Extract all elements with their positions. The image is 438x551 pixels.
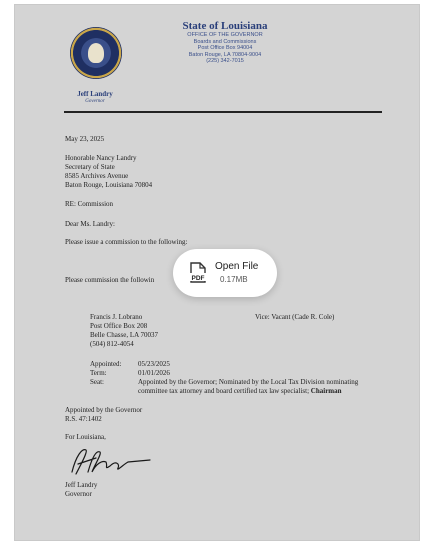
pdf-file-icon bbox=[189, 262, 207, 284]
state-seal-icon bbox=[70, 27, 122, 79]
appointee-line: (504) 812-4054 bbox=[90, 340, 134, 348]
appointee-line: Francis J. Lobrano bbox=[90, 313, 143, 321]
term-value: 01/01/2026 bbox=[138, 369, 170, 377]
seat-line bbox=[138, 387, 342, 396]
seat-line: Appointed by the Governor; Nominated by the Local Tax Division nominating bbox=[138, 378, 359, 386]
signature-icon bbox=[66, 446, 156, 476]
appointed-value: 05/23/2025 bbox=[138, 360, 170, 368]
letterhead-office-line: Baton Rouge, LA 70804-9004 bbox=[188, 51, 262, 58]
letterhead-office-line: Boards and Commissions bbox=[193, 38, 257, 45]
letterhead-office-line: (225) 342-7015 bbox=[206, 58, 244, 64]
letterhead bbox=[150, 20, 300, 65]
letterhead-office-line: OFFICE OF THE GOVERNOR bbox=[187, 32, 263, 38]
signer-line: Jeff Landry bbox=[65, 481, 98, 489]
seat-chairman: Chairman bbox=[310, 387, 342, 395]
subject-line: RE: Commission bbox=[65, 200, 114, 208]
appointed-label: Appointed: bbox=[90, 360, 122, 368]
authority-line: R.S. 47:1402 bbox=[65, 415, 102, 423]
salutation: Dear Ms. Landry: bbox=[65, 220, 115, 228]
governor-name: Jeff Landry bbox=[77, 90, 113, 98]
seat-line-text: committee tax attorney and board certified tax law specialist; bbox=[138, 387, 311, 395]
recipient-line: Honorable Nancy Landry bbox=[65, 154, 137, 162]
open-file-label: Open File bbox=[215, 261, 259, 272]
appointee-line: Belle Chasse, LA 70037 bbox=[90, 331, 159, 339]
open-file-button[interactable] bbox=[173, 249, 277, 297]
body-line: Please commission the followin bbox=[65, 276, 155, 284]
term-label: Term: bbox=[90, 369, 107, 377]
recipient-line: 8585 Archives Avenue bbox=[65, 172, 129, 180]
letterhead-office-line: Post Office Box 94004 bbox=[197, 45, 253, 51]
vice-line: Vice: Vacant (Cade R. Cole) bbox=[255, 313, 335, 321]
pdf-icon-text: PDF bbox=[191, 275, 205, 282]
governor-title: Governor bbox=[85, 99, 105, 104]
letter-date: May 23, 2025 bbox=[65, 135, 105, 143]
letterhead-divider bbox=[64, 111, 382, 113]
recipient-line: Secretary of State bbox=[65, 163, 115, 171]
body-line: Please issue a commission to the following: bbox=[65, 238, 188, 246]
signer-line: Governor bbox=[65, 490, 92, 498]
authority-line: Appointed by the Governor bbox=[65, 406, 143, 414]
letterhead-state: State of Louisiana bbox=[182, 20, 268, 32]
recipient-line: Baton Rouge, Louisiana 70804 bbox=[65, 181, 153, 189]
appointee-line: Post Office Box 208 bbox=[90, 322, 148, 330]
seat-label: Seat: bbox=[90, 378, 104, 386]
file-size: 0.17MB bbox=[220, 275, 248, 284]
closing-line: For Louisiana, bbox=[65, 433, 106, 441]
